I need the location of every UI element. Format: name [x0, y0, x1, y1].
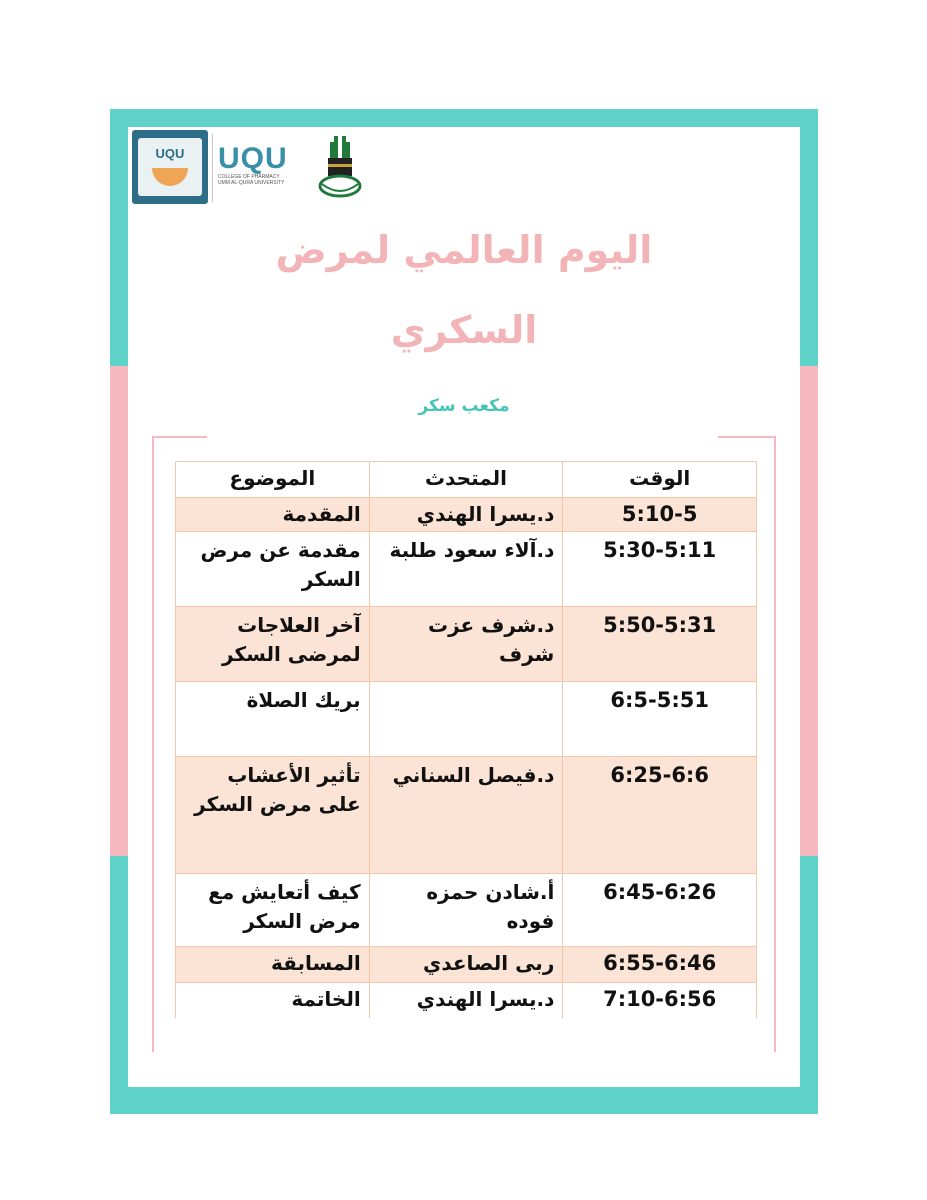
header-speaker: المتحدث [369, 462, 563, 498]
speaker-cell [369, 682, 563, 757]
table-row [176, 498, 757, 532]
time-cell: 7:10-6:56 [563, 983, 757, 1019]
logo1-text: UQU [155, 146, 185, 161]
time-cell: 6:5-5:51 [563, 682, 757, 757]
topic-cell: تأثير الأعشاب على مرض السكر [176, 757, 370, 874]
speaker-cell: ربى الصاعدي [369, 947, 563, 983]
table-row [176, 532, 757, 607]
table-row [176, 607, 757, 682]
frame-accent-right [800, 366, 818, 856]
time-cell: 6:55-6:46 [563, 947, 757, 983]
time-cell: 5:50-5:31 [563, 607, 757, 682]
speaker-cell: د.يسرا الهندي [369, 983, 563, 1019]
header-topic: الموضوع [176, 462, 370, 498]
decor-vertical-right [774, 436, 776, 1052]
decor-line-right [718, 436, 776, 438]
page-title-line2: السكري [390, 308, 538, 352]
schedule-table [175, 461, 757, 1018]
uqu-hands-logo [132, 130, 208, 204]
table-row [176, 757, 757, 874]
page-title-line1: اليوم العالمي لمرض [275, 228, 653, 272]
table-row [176, 874, 757, 947]
table-row [176, 682, 757, 757]
logo2-text: UQU [218, 142, 288, 175]
topic-cell: المسابقة [176, 947, 370, 983]
time-cell: 6:45-6:26 [563, 874, 757, 947]
topic-cell: المقدمة [176, 498, 370, 532]
university-emblem-icon [314, 134, 364, 200]
table-row [176, 947, 757, 983]
logo-divider [212, 134, 213, 202]
time-cell: 6:25-6:6 [563, 757, 757, 874]
topic-cell: آخر العلاجات لمرضى السكر [176, 607, 370, 682]
time-cell: 5:30-5:11 [563, 532, 757, 607]
frame-accent-left [110, 366, 128, 856]
speaker-cell: د.فيصل السناني [369, 757, 563, 874]
speaker-cell: أ.شادن حمزه فوده [369, 874, 563, 947]
topic-cell: كيف أتعايش مع مرض السكر [176, 874, 370, 947]
subtitle: مكعب سكر [418, 396, 510, 416]
time-cell: 5:10-5 [563, 498, 757, 532]
topic-cell: مقدمة عن مرض السكر [176, 532, 370, 607]
table-row [176, 983, 757, 1019]
speaker-cell: د.يسرا الهندي [369, 498, 563, 532]
logo2-subtext: COLLEGE OF PHARMACY UMM AL-QURA UNIVERSITY [218, 174, 285, 186]
college-of-pharmacy-logo [218, 144, 290, 196]
decor-line-left [152, 436, 207, 438]
speaker-cell: د.شرف عزت شرف [369, 607, 563, 682]
table-header-row [176, 462, 757, 498]
topic-cell: بريك الصلاة [176, 682, 370, 757]
decor-vertical-left [152, 436, 154, 1052]
header-time: الوقت [563, 462, 757, 498]
topic-cell: الخاتمة [176, 983, 370, 1019]
speaker-cell: د.آلاء سعود طلبة [369, 532, 563, 607]
hands-icon [152, 168, 188, 186]
